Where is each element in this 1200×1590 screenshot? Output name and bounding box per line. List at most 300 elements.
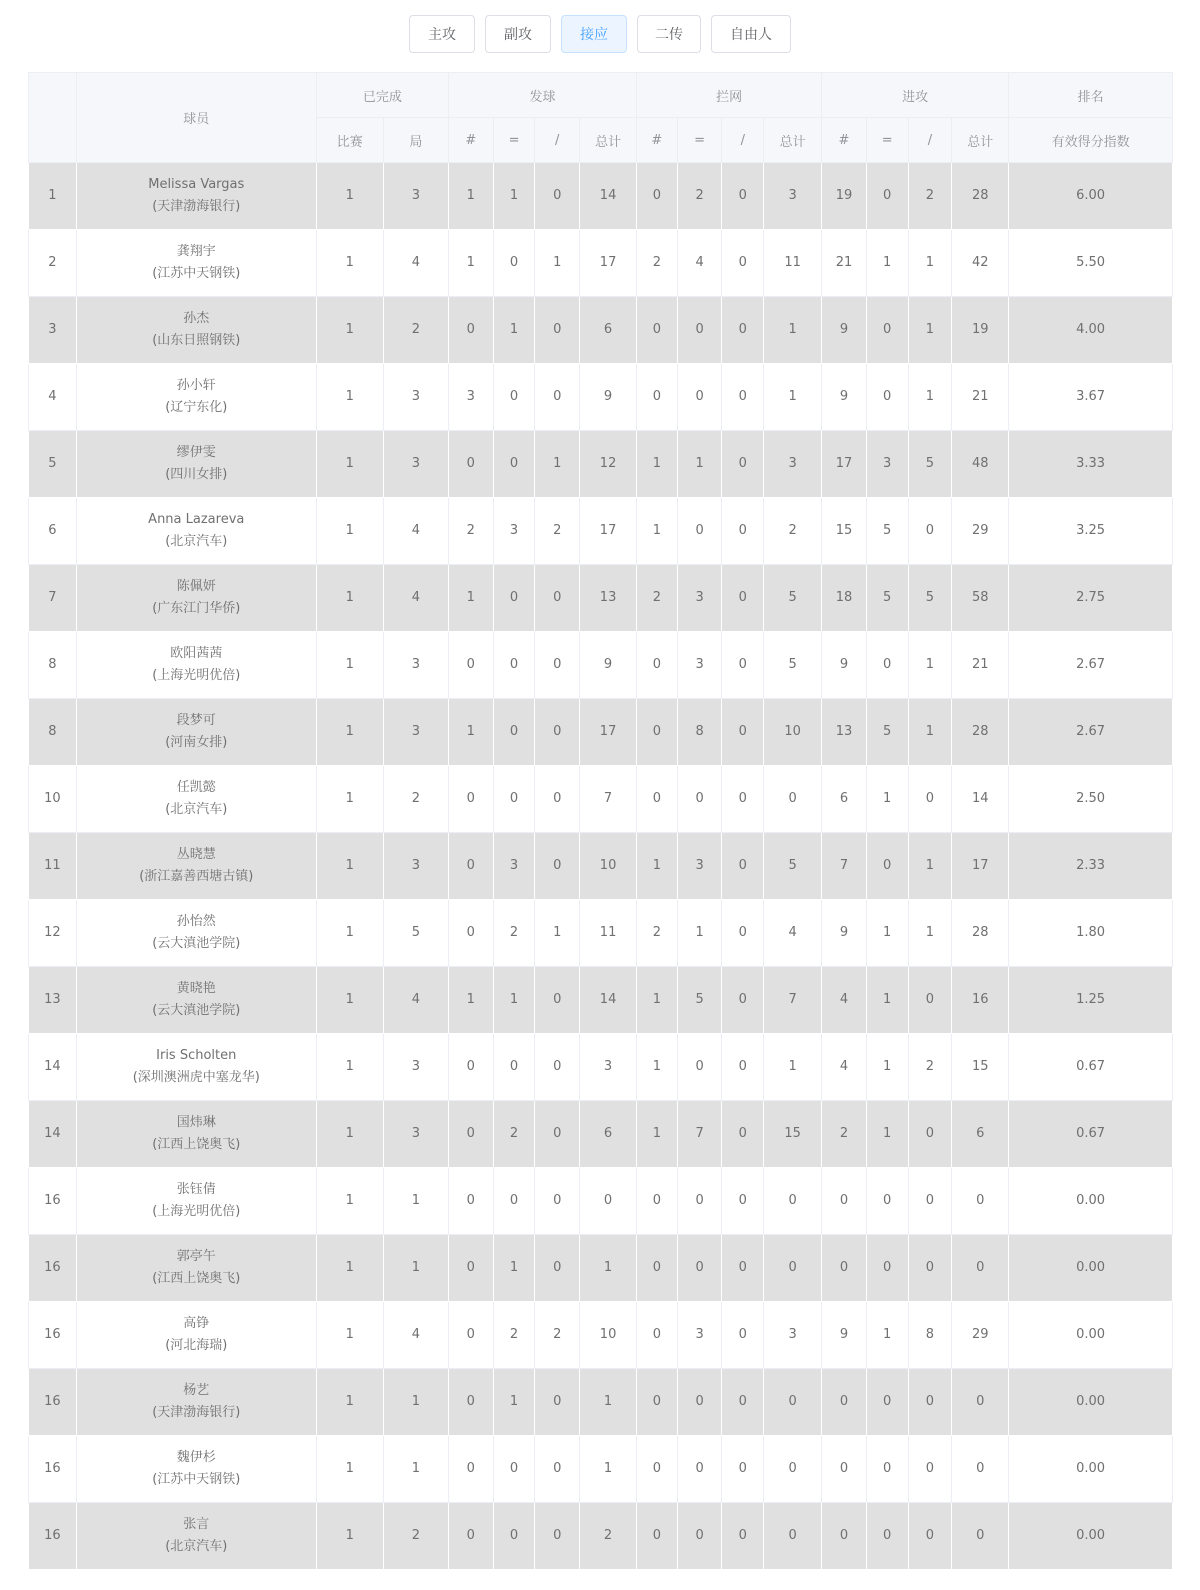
serve-total-cell: 9 — [580, 364, 637, 431]
player-cell — [76, 1503, 316, 1570]
table-row — [29, 297, 1173, 364]
effective-index-cell: 1.25 — [1009, 967, 1173, 1034]
block-total-cell: 0 — [764, 1503, 822, 1570]
player-cell — [76, 163, 316, 230]
sets-cell: 3 — [383, 1034, 448, 1101]
block-slash-cell: 0 — [722, 1034, 764, 1101]
attack-hash-cell: 18 — [822, 565, 867, 632]
serve-slash-cell: 1 — [535, 900, 580, 967]
attack-hash-cell: 21 — [822, 230, 867, 297]
rank-cell: 3 — [29, 297, 77, 364]
rank-cell: 8 — [29, 632, 77, 699]
player-team: (广东江门华侨) — [152, 601, 241, 616]
effective-index-cell: 4.00 — [1009, 297, 1173, 364]
attack-eq-cell: 0 — [866, 364, 908, 431]
serve-slash-cell: 0 — [535, 833, 580, 900]
attack-eq-cell: 1 — [866, 967, 908, 1034]
attack-slash-cell: 5 — [908, 565, 952, 632]
block-slash-cell: 0 — [722, 833, 764, 900]
block-eq-cell: 0 — [677, 1503, 722, 1570]
block-eq-cell: 3 — [677, 632, 722, 699]
serve-eq-cell: 0 — [493, 1503, 535, 1570]
rank-cell: 8 — [29, 699, 77, 766]
serve-slash-cell: 0 — [535, 163, 580, 230]
block-slash-cell: 0 — [722, 1168, 764, 1235]
serve-hash-cell: 0 — [448, 900, 493, 967]
rank-cell: 6 — [29, 498, 77, 565]
attack-total-cell: 48 — [952, 431, 1009, 498]
player-name: Iris Scholten — [156, 1048, 237, 1063]
serve-slash-cell: 1 — [535, 431, 580, 498]
player-team: (云大滇池学院) — [152, 1003, 241, 1018]
effective-index-cell: 1.80 — [1009, 900, 1173, 967]
player-name: 张言 — [183, 1517, 210, 1532]
table-row — [29, 1302, 1173, 1369]
header-group-completed: 已完成 — [316, 73, 448, 118]
serve-hash-cell: 0 — [448, 1101, 493, 1168]
serve-slash-cell: 0 — [535, 1503, 580, 1570]
serve-total-cell: 14 — [580, 967, 637, 1034]
attack-total-cell: 6 — [952, 1101, 1009, 1168]
effective-index-cell: 2.50 — [1009, 766, 1173, 833]
serve-total-cell: 1 — [580, 1369, 637, 1436]
player-cell — [76, 900, 316, 967]
attack-slash-cell: 0 — [908, 1503, 952, 1570]
table-row — [29, 230, 1173, 297]
matches-cell: 1 — [316, 498, 383, 565]
player-cell — [76, 1168, 316, 1235]
header-attack-eq: = — [866, 118, 908, 163]
attack-total-cell: 21 — [952, 364, 1009, 431]
attack-total-cell: 0 — [952, 1235, 1009, 1302]
table-row — [29, 699, 1173, 766]
attack-hash-cell: 17 — [822, 431, 867, 498]
block-eq-cell: 7 — [677, 1101, 722, 1168]
attack-eq-cell: 0 — [866, 632, 908, 699]
block-hash-cell: 2 — [637, 230, 678, 297]
serve-hash-cell: 0 — [448, 1369, 493, 1436]
sets-cell: 3 — [383, 163, 448, 230]
attack-hash-cell: 9 — [822, 900, 867, 967]
matches-cell: 1 — [316, 1302, 383, 1369]
attack-eq-cell: 1 — [866, 230, 908, 297]
block-total-cell: 5 — [764, 632, 822, 699]
sets-cell: 2 — [383, 1503, 448, 1570]
block-eq-cell: 0 — [677, 1168, 722, 1235]
attack-eq-cell: 0 — [866, 163, 908, 230]
serve-eq-cell: 1 — [493, 297, 535, 364]
attack-eq-cell: 0 — [866, 1369, 908, 1436]
player-cell — [76, 431, 316, 498]
attack-total-cell: 29 — [952, 498, 1009, 565]
player-cell — [76, 632, 316, 699]
player-name: Melissa Vargas — [148, 177, 245, 192]
player-team: (江苏中天钢铁) — [152, 1472, 241, 1487]
effective-index-cell: 0.00 — [1009, 1369, 1173, 1436]
rank-cell: 13 — [29, 967, 77, 1034]
block-slash-cell: 0 — [722, 900, 764, 967]
header-player: 球员 — [76, 73, 316, 163]
serve-hash-cell: 1 — [448, 967, 493, 1034]
serve-slash-cell: 1 — [535, 230, 580, 297]
serve-total-cell: 9 — [580, 632, 637, 699]
table-row — [29, 1168, 1173, 1235]
block-slash-cell: 0 — [722, 766, 764, 833]
block-slash-cell: 0 — [722, 1235, 764, 1302]
serve-total-cell: 11 — [580, 900, 637, 967]
serve-hash-cell: 1 — [448, 163, 493, 230]
serve-eq-cell: 3 — [493, 833, 535, 900]
player-name: 缪伊雯 — [176, 445, 216, 460]
attack-hash-cell: 4 — [822, 967, 867, 1034]
block-slash-cell: 0 — [722, 1503, 764, 1570]
rank-cell: 14 — [29, 1101, 77, 1168]
effective-index-cell: 3.25 — [1009, 498, 1173, 565]
attack-total-cell: 29 — [952, 1302, 1009, 1369]
serve-hash-cell: 0 — [448, 833, 493, 900]
effective-index-cell: 2.67 — [1009, 699, 1173, 766]
serve-eq-cell: 0 — [493, 1436, 535, 1503]
sets-cell: 3 — [383, 833, 448, 900]
block-eq-cell: 2 — [677, 163, 722, 230]
table-row — [29, 431, 1173, 498]
serve-total-cell: 2 — [580, 1503, 637, 1570]
serve-eq-cell: 1 — [493, 163, 535, 230]
attack-hash-cell: 13 — [822, 699, 867, 766]
block-eq-cell: 8 — [677, 699, 722, 766]
player-team: (四川女排) — [165, 467, 228, 482]
block-total-cell: 10 — [764, 699, 822, 766]
serve-hash-cell: 1 — [448, 230, 493, 297]
block-total-cell: 0 — [764, 1436, 822, 1503]
serve-total-cell: 10 — [580, 1302, 637, 1369]
block-slash-cell: 0 — [722, 230, 764, 297]
block-eq-cell: 3 — [677, 833, 722, 900]
effective-index-cell: 6.00 — [1009, 163, 1173, 230]
block-eq-cell: 0 — [677, 1235, 722, 1302]
sets-cell: 1 — [383, 1235, 448, 1302]
serve-hash-cell: 2 — [448, 498, 493, 565]
header-serve-total: 总计 — [580, 118, 637, 163]
attack-hash-cell: 4 — [822, 1034, 867, 1101]
block-total-cell: 4 — [764, 900, 822, 967]
player-name: 陈佩妍 — [176, 579, 216, 594]
table-row — [29, 1034, 1173, 1101]
attack-slash-cell: 1 — [908, 364, 952, 431]
attack-slash-cell: 8 — [908, 1302, 952, 1369]
effective-index-cell: 2.67 — [1009, 632, 1173, 699]
serve-eq-cell: 0 — [493, 1168, 535, 1235]
serve-slash-cell: 0 — [535, 297, 580, 364]
serve-eq-cell: 2 — [493, 900, 535, 967]
tab-libero[interactable]: 自由人 — [711, 15, 791, 53]
rank-cell: 16 — [29, 1503, 77, 1570]
attack-eq-cell: 5 — [866, 498, 908, 565]
effective-index-cell: 5.50 — [1009, 230, 1173, 297]
block-eq-cell: 4 — [677, 230, 722, 297]
block-total-cell: 0 — [764, 1235, 822, 1302]
block-slash-cell: 0 — [722, 565, 764, 632]
tab-outside-hitter[interactable]: 主攻 — [409, 15, 475, 53]
block-slash-cell: 0 — [722, 1436, 764, 1503]
sets-cell: 2 — [383, 766, 448, 833]
player-name: 段梦可 — [176, 713, 216, 728]
serve-total-cell: 17 — [580, 230, 637, 297]
matches-cell: 1 — [316, 1235, 383, 1302]
attack-slash-cell: 0 — [908, 766, 952, 833]
attack-eq-cell: 1 — [866, 1034, 908, 1101]
attack-eq-cell: 5 — [866, 699, 908, 766]
serve-slash-cell: 0 — [535, 1168, 580, 1235]
player-name: 魏伊杉 — [176, 1450, 216, 1465]
rank-cell: 10 — [29, 766, 77, 833]
serve-hash-cell: 0 — [448, 1034, 493, 1101]
player-name: 郭亭午 — [176, 1249, 216, 1264]
player-name: 孙杰 — [183, 311, 210, 326]
block-hash-cell: 1 — [637, 1034, 678, 1101]
block-slash-cell: 0 — [722, 632, 764, 699]
serve-slash-cell: 2 — [535, 1302, 580, 1369]
attack-slash-cell: 1 — [908, 297, 952, 364]
block-slash-cell: 0 — [722, 1302, 764, 1369]
attack-hash-cell: 9 — [822, 364, 867, 431]
rank-cell: 16 — [29, 1235, 77, 1302]
table-row — [29, 766, 1173, 833]
block-slash-cell: 0 — [722, 297, 764, 364]
attack-eq-cell: 1 — [866, 900, 908, 967]
rank-cell: 16 — [29, 1436, 77, 1503]
player-cell — [76, 498, 316, 565]
table-body — [29, 163, 1173, 1570]
header-group-serve: 发球 — [448, 73, 636, 118]
player-cell — [76, 364, 316, 431]
serve-total-cell: 6 — [580, 1101, 637, 1168]
player-team: (北京汽车) — [165, 534, 228, 549]
matches-cell: 1 — [316, 230, 383, 297]
rank-cell: 5 — [29, 431, 77, 498]
block-hash-cell: 2 — [637, 900, 678, 967]
sets-cell: 4 — [383, 230, 448, 297]
block-eq-cell: 0 — [677, 766, 722, 833]
block-total-cell: 2 — [764, 498, 822, 565]
player-team: (江西上饶奥飞) — [152, 1137, 241, 1152]
player-cell — [76, 1436, 316, 1503]
serve-hash-cell: 1 — [448, 565, 493, 632]
player-team: (上海光明优倍) — [152, 1204, 241, 1219]
attack-slash-cell: 5 — [908, 431, 952, 498]
player-name: 黄晓艳 — [176, 981, 216, 996]
player-team: (浙江嘉善西塘古镇) — [139, 869, 254, 884]
serve-total-cell: 10 — [580, 833, 637, 900]
attack-hash-cell: 6 — [822, 766, 867, 833]
header-group-attack: 进攻 — [822, 73, 1009, 118]
matches-cell: 1 — [316, 1034, 383, 1101]
block-slash-cell: 0 — [722, 967, 764, 1034]
block-eq-cell: 1 — [677, 431, 722, 498]
player-cell — [76, 1235, 316, 1302]
block-hash-cell: 1 — [637, 1101, 678, 1168]
block-eq-cell: 0 — [677, 364, 722, 431]
attack-slash-cell: 0 — [908, 498, 952, 565]
stats-table — [28, 72, 1173, 1570]
block-eq-cell: 0 — [677, 1436, 722, 1503]
attack-slash-cell: 2 — [908, 1034, 952, 1101]
matches-cell: 1 — [316, 431, 383, 498]
block-hash-cell: 1 — [637, 431, 678, 498]
matches-cell: 1 — [316, 1436, 383, 1503]
effective-index-cell: 2.75 — [1009, 565, 1173, 632]
sets-cell: 1 — [383, 1369, 448, 1436]
attack-total-cell: 0 — [952, 1369, 1009, 1436]
header-sets: 局 — [383, 118, 448, 163]
serve-total-cell: 17 — [580, 699, 637, 766]
rank-cell: 2 — [29, 230, 77, 297]
block-hash-cell: 0 — [637, 163, 678, 230]
block-hash-cell: 0 — [637, 1168, 678, 1235]
table-row — [29, 632, 1173, 699]
effective-index-cell: 0.00 — [1009, 1436, 1173, 1503]
player-team: (云大滇池学院) — [152, 936, 241, 951]
attack-total-cell: 14 — [952, 766, 1009, 833]
attack-eq-cell: 0 — [866, 1235, 908, 1302]
serve-slash-cell: 0 — [535, 565, 580, 632]
matches-cell: 1 — [316, 297, 383, 364]
attack-slash-cell: 2 — [908, 163, 952, 230]
block-total-cell: 3 — [764, 163, 822, 230]
rank-cell: 16 — [29, 1168, 77, 1235]
attack-total-cell: 16 — [952, 967, 1009, 1034]
player-team: (江苏中天钢铁) — [152, 266, 241, 281]
serve-slash-cell: 0 — [535, 364, 580, 431]
header-attack-total: 总计 — [952, 118, 1009, 163]
block-slash-cell: 0 — [722, 431, 764, 498]
player-name: Anna Lazareva — [148, 512, 245, 527]
serve-eq-cell: 0 — [493, 1034, 535, 1101]
player-name: 欧阳茜茜 — [170, 646, 223, 661]
header-block-hash: # — [637, 118, 678, 163]
table-row — [29, 498, 1173, 565]
player-name: 任凯懿 — [176, 780, 216, 795]
block-total-cell: 5 — [764, 565, 822, 632]
block-eq-cell: 3 — [677, 1302, 722, 1369]
serve-hash-cell: 0 — [448, 1235, 493, 1302]
serve-hash-cell: 0 — [448, 1302, 493, 1369]
attack-total-cell: 0 — [952, 1436, 1009, 1503]
serve-eq-cell: 2 — [493, 1101, 535, 1168]
matches-cell: 1 — [316, 163, 383, 230]
block-total-cell: 1 — [764, 364, 822, 431]
header-rank-blank — [29, 73, 77, 163]
block-eq-cell: 0 — [677, 498, 722, 565]
sets-cell: 4 — [383, 967, 448, 1034]
block-eq-cell: 0 — [677, 297, 722, 364]
block-hash-cell: 0 — [637, 1302, 678, 1369]
player-cell — [76, 1302, 316, 1369]
serve-slash-cell: 0 — [535, 1034, 580, 1101]
serve-slash-cell: 0 — [535, 967, 580, 1034]
serve-eq-cell: 2 — [493, 1302, 535, 1369]
attack-slash-cell: 0 — [908, 1168, 952, 1235]
block-hash-cell: 0 — [637, 364, 678, 431]
attack-total-cell: 17 — [952, 833, 1009, 900]
serve-total-cell: 3 — [580, 1034, 637, 1101]
header-attack-slash: / — [908, 118, 952, 163]
serve-hash-cell: 3 — [448, 364, 493, 431]
header-block-total: 总计 — [764, 118, 822, 163]
player-name: 丛晓慧 — [176, 847, 216, 862]
effective-index-cell: 3.33 — [1009, 431, 1173, 498]
sets-cell: 3 — [383, 632, 448, 699]
serve-eq-cell: 0 — [493, 766, 535, 833]
block-slash-cell: 0 — [722, 699, 764, 766]
rank-cell: 7 — [29, 565, 77, 632]
matches-cell: 1 — [316, 1168, 383, 1235]
header-block-eq: = — [677, 118, 722, 163]
block-slash-cell: 0 — [722, 1369, 764, 1436]
table-row — [29, 1369, 1173, 1436]
tab-opposite[interactable]: 接应 — [561, 15, 627, 53]
attack-hash-cell: 0 — [822, 1503, 867, 1570]
attack-eq-cell: 3 — [866, 431, 908, 498]
attack-hash-cell: 0 — [822, 1235, 867, 1302]
tab-setter[interactable]: 二传 — [637, 15, 701, 53]
table-row — [29, 163, 1173, 230]
block-hash-cell: 0 — [637, 1503, 678, 1570]
player-team: (北京汽车) — [165, 802, 228, 817]
serve-eq-cell: 0 — [493, 230, 535, 297]
attack-hash-cell: 9 — [822, 632, 867, 699]
serve-hash-cell: 0 — [448, 1168, 493, 1235]
attack-hash-cell: 15 — [822, 498, 867, 565]
attack-hash-cell: 9 — [822, 297, 867, 364]
matches-cell: 1 — [316, 766, 383, 833]
attack-hash-cell: 0 — [822, 1436, 867, 1503]
attack-slash-cell: 0 — [908, 1235, 952, 1302]
matches-cell: 1 — [316, 1503, 383, 1570]
block-total-cell: 3 — [764, 1302, 822, 1369]
block-total-cell: 0 — [764, 766, 822, 833]
table-row — [29, 1436, 1173, 1503]
serve-total-cell: 6 — [580, 297, 637, 364]
block-eq-cell: 5 — [677, 967, 722, 1034]
attack-total-cell: 28 — [952, 699, 1009, 766]
position-tabs — [0, 15, 1200, 53]
serve-slash-cell: 0 — [535, 1101, 580, 1168]
player-cell — [76, 297, 316, 364]
block-total-cell: 1 — [764, 1034, 822, 1101]
attack-slash-cell: 0 — [908, 967, 952, 1034]
player-name: 孙怡然 — [176, 914, 216, 929]
serve-hash-cell: 0 — [448, 632, 493, 699]
serve-slash-cell: 0 — [535, 766, 580, 833]
attack-total-cell: 0 — [952, 1168, 1009, 1235]
attack-hash-cell: 0 — [822, 1369, 867, 1436]
serve-hash-cell: 0 — [448, 1503, 493, 1570]
header-serve-hash: # — [448, 118, 493, 163]
sets-cell: 1 — [383, 1168, 448, 1235]
matches-cell: 1 — [316, 833, 383, 900]
serve-eq-cell: 1 — [493, 967, 535, 1034]
block-total-cell: 1 — [764, 297, 822, 364]
block-hash-cell: 1 — [637, 967, 678, 1034]
matches-cell: 1 — [316, 1369, 383, 1436]
table-row — [29, 1101, 1173, 1168]
tab-middle-blocker[interactable]: 副攻 — [485, 15, 551, 53]
attack-hash-cell: 2 — [822, 1101, 867, 1168]
table-row — [29, 900, 1173, 967]
attack-slash-cell: 1 — [908, 230, 952, 297]
sets-cell: 3 — [383, 1101, 448, 1168]
